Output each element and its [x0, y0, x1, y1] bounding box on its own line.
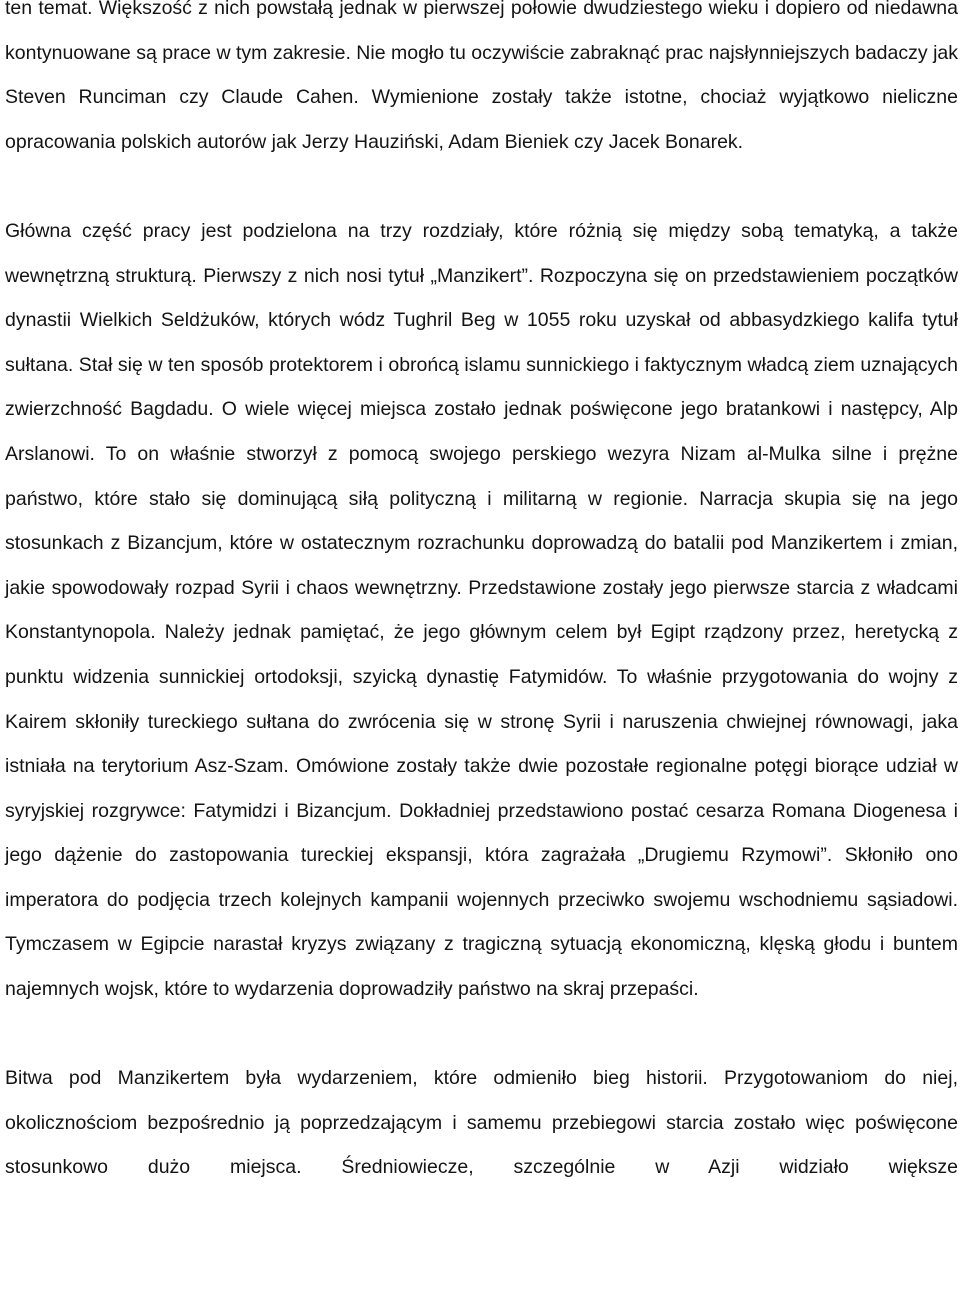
paragraph-gap [5, 164, 958, 209]
paragraph-gap [5, 1012, 958, 1057]
paragraph-chapter-one-summary: Główna część pracy jest podzielona na trzy rozdziały, które różnią się między sobą tematyką, a także wewnętrzną strukturą. Pierwszy z nich nosi tytuł „Manzikert”. Rozpoczyna się on przedstawieniem początków dynastii Wielkich Seldżuków, których wódz Tughril Beg w 1055 roku uzyskał od abbasydzkiego kalifa tytuł sułtana. Stał się w ten sposób protektorem i obrońcą islamu sunnickiego i faktycznym władcą ziem uznających zwierzchność Bagdadu. O wiele więcej miejsca zostało jednak poświęcone jego bratankowi i następcy, Alp Arslanowi. To on właśnie stworzył z pomocą swojego perskiego wezyra Nizam al-Mulka silne i prężne państwo, które stało się dominującą siłą polityczną i militarną w regionie. Narracja skupia się na jego stosunkach z Bizancjum, które w ostatecznym rozrachunku doprowadzą do batalii pod Manzikertem i zmian, jakie spowodowały rozpad Syrii i chaos wewnętrzny. Przedstawione zostały jego pierwsze starcia z władcami Konstantynopola. Należy jednak pamiętać, że jego głównym celem był Egipt rządzony przez, heretycką z punktu widzenia sunnickiej ortodoksji, szyicką dynastię Fatymidów. To właśnie przygotowania do wojny z Kairem skłoniły tureckiego sułtana do zwrócenia się w stronę Syrii i naruszenia chwiejnej równowagi, jaka istniała na terytorium Asz-Szam. Omówione zostały także dwie pozostałe regionalne potęgi biorące udział w syryjskiej rozgrywce: Fatymidzi i Bizancjum. Dokładniej przedstawiono postać cesarza Romana Diogenesa i jego dążenie do zastopowania tureckiej ekspansji, która zagrażała „Drugiemu Rzymowi”. Skłoniło ono imperatora do podjęcia trzech kolejnych kampanii wojennych przeciwko swojemu wschodniemu sąsiadowi. Tymczasem w Egipcie narastał kryzys związany z tragiczną sytuacją ekonomiczną, klęską głodu i buntem najemnych wojsk, które to wydarzenia doprowadziły państwo na skraj przepaści. [5, 219, 958, 1001]
paragraph-battle-of-manzikert: Bitwa pod Manzikertem była wydarzeniem, które odmieniło bieg historii. Przygotowaniom do niej, okolicznościom bezpośrednio ją poprzedzającym i samemu przebiegowi starcia zostało więc poświęcone stosunkowo dużo miejsca. Średniowiecze, szczególnie w Azji widziało większe [5, 1067, 958, 1179]
document-page [5, 0, 958, 1190]
paragraph-sources-intro: ten temat. Większość z nich powstałą jednak w pierwszej połowie dwudziestego wieku i dopiero od niedawna kontynuowane są prace w tym zakresie. Nie mogło tu oczywiście zabraknąć prac najsłynniejszych badaczy jak Steven Runciman czy Claude Cahen. Wymienione zostały także istotne, chociaż wyjątkowo nieliczne opracowania polskich autorów jak Jerzy Hauziński, Adam Bieniek czy Jacek Bonarek. [5, 0, 958, 153]
